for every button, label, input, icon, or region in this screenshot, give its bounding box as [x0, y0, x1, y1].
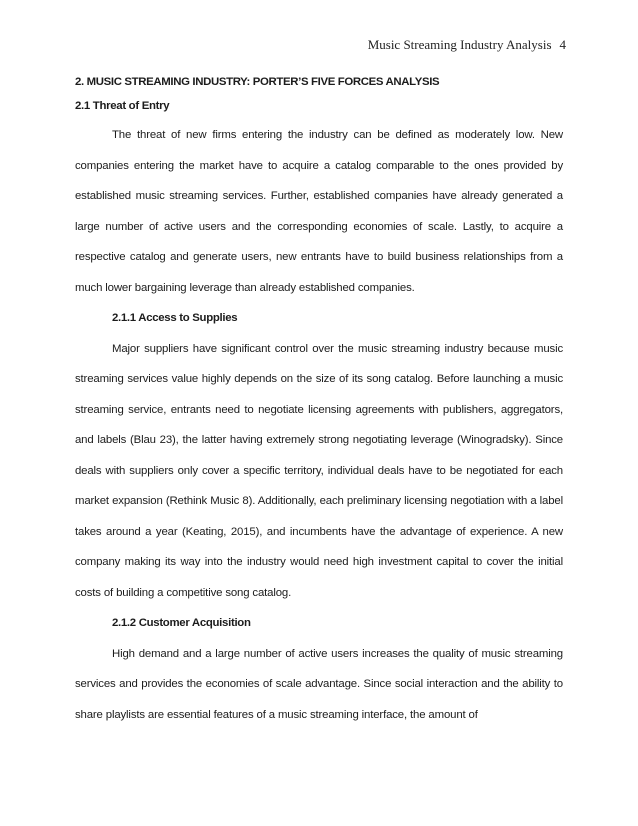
- running-header: [368, 37, 566, 53]
- section-heading: 2. MUSIC STREAMING INDUSTRY: PORTER’S FIVE FORCES ANALYSIS: [75, 76, 440, 88]
- page-number: 4: [559, 37, 566, 52]
- paragraph-access-to-supplies: Major suppliers have significant control over the music streaming industry because music streaming services value highly depends on the size of its song catalog. Before launching a music streaming service, entrants need to negotiate licensing agreements with publishers, aggregators, and labels (Blau 23), the latter having extremely strong negotiating leverage (Winogradsky). Since deals with suppliers only cover a specific territory, individual deals have to be negotiated for each market expansion (Rethink Music 8). Additionally, each preliminary licensing negotiation with a label takes around a year (Keating, 2015), and incumbents have the advantage of experience. A new company making its way into the industry would need high investment capital to cover the initial costs of building a competitive song catalog.: [75, 342, 563, 599]
- subsection-heading: 2.1 Threat of Entry: [75, 100, 170, 112]
- document-body: [75, 75, 563, 730]
- subsubsection-heading-access-to-supplies: 2.1.1 Access to Supplies: [112, 312, 238, 324]
- paragraph-customer-acquisition: High demand and a large number of active users increases the quality of music streaming services and provides the economies of scale advantage. Since social interaction and the ability to share playlists are essential features of a music streaming interface, the amount of: [75, 647, 563, 721]
- running-header-title: Music Streaming Industry Analysis: [367, 37, 552, 52]
- paragraph-threat-of-entry: The threat of new firms entering the industry can be defined as moderately low. New companies entering the market have to acquire a catalog comparable to the ones provided by established music streaming services. Further, established companies have already generated a large number of active users and the corresponding economies of scale. Lastly, to acquire a respective catalog and generate users, new entrants have to build business relationships from a much lower bargaining leverage than already established companies.: [75, 129, 563, 294]
- subsubsection-heading-customer-acquisition: 2.1.2 Customer Acquisition: [112, 617, 251, 629]
